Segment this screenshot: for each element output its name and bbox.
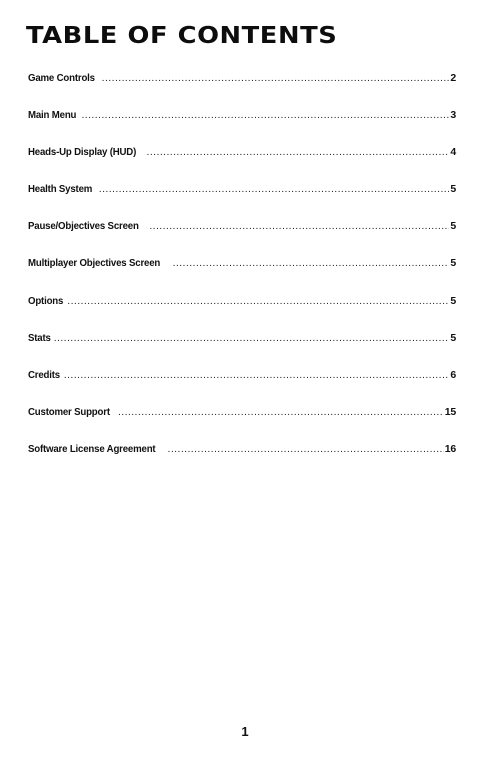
toc-entry-game-controls[interactable] (28, 72, 456, 109)
toc-entry-health-system[interactable] (28, 183, 456, 220)
toc-entry-hud[interactable] (28, 146, 456, 183)
dot-leader (99, 183, 450, 195)
toc-entry-title: Heads-Up Display (HUD) (28, 146, 137, 159)
toc-entry-page: 6 (450, 368, 456, 381)
toc-entry-title: Multiplayer Objectives Screen (28, 257, 161, 270)
dot-leader (173, 257, 450, 269)
toc-entry-page: 5 (450, 294, 456, 307)
dot-leader (67, 295, 449, 307)
toc-entry-page: 5 (450, 331, 456, 344)
toc-entry-multiplayer-objectives[interactable] (28, 257, 456, 294)
page-number: 1 (241, 724, 249, 739)
toc-entry-page: 3 (450, 109, 456, 122)
toc-entry-page: 5 (450, 257, 456, 270)
toc-entry-credits[interactable] (28, 369, 456, 406)
dot-leader (168, 443, 444, 455)
toc-entry-software-license[interactable] (28, 443, 456, 480)
dot-leader (54, 332, 450, 344)
toc-entry-pause-objectives[interactable] (28, 220, 456, 257)
dot-leader (64, 369, 450, 381)
toc-entry-title: Options (28, 294, 64, 307)
toc-entry-title: Stats (28, 331, 51, 344)
toc-entry-page: 2 (450, 72, 456, 84)
dot-leader (149, 220, 449, 232)
toc-entry-title: Main Menu (28, 109, 77, 122)
toc-entry-page: 4 (450, 146, 456, 159)
toc-entry-title: Software License Agreement (28, 442, 156, 455)
dot-leader (147, 146, 450, 158)
toc-entry-page: 5 (450, 183, 456, 196)
toc-entry-title: Pause/Objectives Screen (28, 220, 139, 233)
toc-entry-stats[interactable] (28, 332, 456, 369)
toc-entry-page: 15 (444, 405, 456, 418)
toc-entry-title: Game Controls (28, 72, 95, 84)
toc-entry-title: Credits (28, 368, 60, 381)
table-of-contents (28, 72, 456, 480)
dot-leader (102, 72, 450, 84)
toc-entry-title: Health System (28, 183, 93, 196)
toc-entry-options[interactable] (28, 295, 456, 332)
toc-entry-title: Customer Support (28, 405, 110, 418)
page-title: TABLE OF CONTENTS (26, 23, 338, 49)
dot-leader (81, 109, 449, 121)
toc-entry-page: 5 (450, 220, 456, 233)
toc-entry-customer-support[interactable] (28, 406, 456, 443)
dot-leader (118, 406, 444, 418)
toc-entry-main-menu[interactable] (28, 109, 456, 146)
toc-entry-page: 16 (444, 442, 456, 455)
